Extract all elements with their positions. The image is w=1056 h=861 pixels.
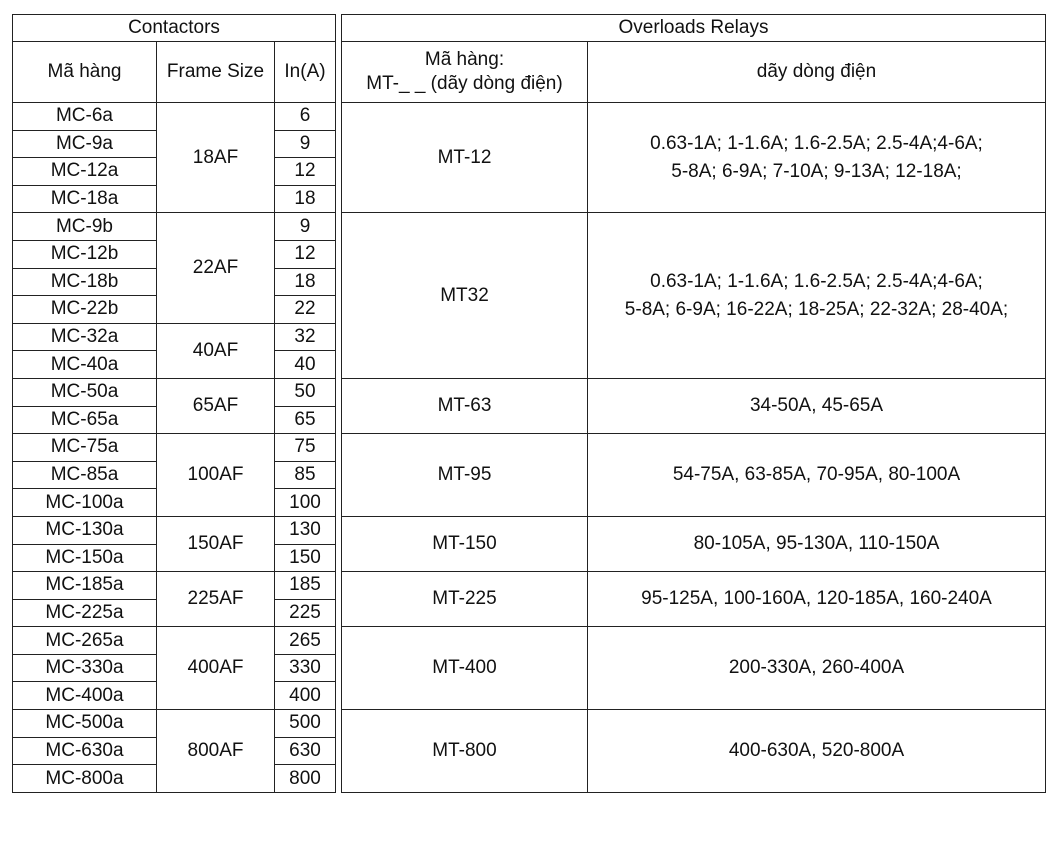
relay-code-cell: MT-400: [342, 627, 588, 710]
contactor-code-cell: MC-65a: [13, 406, 157, 434]
rated-current-cell: 265: [275, 627, 336, 655]
relay-code-cell: MT-225: [342, 572, 588, 627]
current-range-line: 34-50A, 45-65A: [749, 395, 884, 417]
frame-size-cell: 18AF: [157, 103, 275, 213]
column-gap: [336, 682, 342, 710]
frame-size-cell: 65AF: [157, 378, 275, 433]
column-gap: [336, 296, 342, 324]
frame-size-cell: 22AF: [157, 213, 275, 323]
current-range-line: 400-630A, 520-800A: [728, 739, 905, 761]
current-range-line: 5-8A; 6-9A; 7-10A; 9-13A; 12-18A;: [671, 160, 962, 182]
contactor-code-cell: MC-12a: [13, 158, 157, 186]
contactor-code-cell: MC-630a: [13, 737, 157, 765]
relay-code-cell: MT-150: [342, 516, 588, 571]
table-row: [13, 213, 1046, 241]
column-gap: [336, 654, 342, 682]
rated-current-cell: 185: [275, 572, 336, 600]
column-gap: [336, 130, 342, 158]
rated-current-cell: 100: [275, 489, 336, 517]
rated-current-cell: 400: [275, 682, 336, 710]
current-range-line: 80-105A, 95-130A, 110-150A: [693, 533, 940, 554]
column-gap: [336, 406, 342, 434]
rated-current-cell: 630: [275, 737, 336, 765]
relay-code-line-2: MT-_ _ (dãy dòng điện): [366, 73, 563, 94]
rated-current-cell: 22: [275, 296, 336, 324]
contactor-code-cell: MC-9b: [13, 213, 157, 241]
frame-size-cell: 40AF: [157, 323, 275, 378]
column-gap: [336, 489, 342, 517]
current-range-line: 95-125A, 100-160A, 120-185A, 160-240A: [641, 588, 992, 610]
rated-current-cell: 32: [275, 323, 336, 351]
column-gap: [336, 185, 342, 213]
current-range-cell: [588, 378, 1046, 433]
rated-current-cell: 40: [275, 351, 336, 379]
relay-code-line-1: Mã hàng:: [424, 49, 505, 70]
contactor-code-cell: MC-50a: [13, 378, 157, 406]
current-range-cell: [588, 627, 1046, 710]
relay-code-cell: MT32: [342, 213, 588, 379]
contactor-code-cell: MC-9a: [13, 130, 157, 158]
relay-code-cell: MT-95: [342, 434, 588, 517]
table-row: [13, 378, 1046, 406]
column-gap: [336, 737, 342, 765]
contactor-code-cell: MC-185a: [13, 572, 157, 600]
spec-table-wrapper: [12, 14, 1046, 793]
column-gap: [336, 240, 342, 268]
current-range-line: 0.63-1A; 1-1.6A; 1.6-2.5A; 2.5-4A;4-6A;: [650, 132, 983, 154]
relay-code-cell: MT-800: [342, 710, 588, 793]
rated-current-cell: 800: [275, 765, 336, 793]
contactor-code-cell: MC-500a: [13, 710, 157, 738]
rated-current-cell: 330: [275, 654, 336, 682]
column-gap: [336, 461, 342, 489]
rated-current-cell: 12: [275, 240, 336, 268]
rated-current-cell: 9: [275, 213, 336, 241]
contactor-relay-table: [12, 14, 1046, 793]
contactor-code-cell: MC-75a: [13, 434, 157, 462]
rated-current-cell: 50: [275, 378, 336, 406]
frame-size-cell: 225AF: [157, 572, 275, 627]
rated-current-cell: 12: [275, 158, 336, 186]
current-range-line: 5-8A; 6-9A; 16-22A; 18-25A; 22-32A; 28-40A;: [624, 298, 1009, 320]
relay-code-cell: MT-63: [342, 378, 588, 433]
rated-current-cell: 6: [275, 103, 336, 131]
contactor-code-cell: MC-400a: [13, 682, 157, 710]
rated-current-cell: 225: [275, 599, 336, 627]
column-gap: [336, 323, 342, 351]
column-gap: [336, 544, 342, 572]
current-range-cell: [588, 710, 1046, 793]
current-range-cell: [588, 516, 1046, 571]
column-gap: [336, 765, 342, 793]
contactor-code-cell: MC-18b: [13, 268, 157, 296]
table-row: [13, 627, 1046, 655]
rated-current-cell: 75: [275, 434, 336, 462]
contactor-code-cell: MC-800a: [13, 765, 157, 793]
frame-size-cell: 150AF: [157, 516, 275, 571]
current-range-cell: [588, 572, 1046, 627]
rated-current-cell: 130: [275, 516, 336, 544]
col-header-relay-code: [342, 42, 588, 103]
col-header-range: dãy dòng điện: [588, 42, 1046, 103]
rated-current-cell: 18: [275, 268, 336, 296]
contactor-code-cell: MC-6a: [13, 103, 157, 131]
contactor-code-cell: MC-22b: [13, 296, 157, 324]
contactor-code-cell: MC-85a: [13, 461, 157, 489]
contactor-code-cell: MC-12b: [13, 240, 157, 268]
frame-size-cell: 100AF: [157, 434, 275, 517]
current-range-line: 54-75A, 63-85A, 70-95A, 80-100A: [672, 464, 961, 486]
column-gap: [336, 268, 342, 296]
rated-current-cell: 150: [275, 544, 336, 572]
table-row: [13, 516, 1046, 544]
column-gap: [336, 158, 342, 186]
contactor-code-cell: MC-100a: [13, 489, 157, 517]
table-row: [13, 103, 1046, 131]
current-range-cell: [588, 434, 1046, 517]
rated-current-cell: 85: [275, 461, 336, 489]
rated-current-cell: 9: [275, 130, 336, 158]
contactor-code-cell: MC-265a: [13, 627, 157, 655]
table-row: [13, 434, 1046, 462]
rated-current-cell: 65: [275, 406, 336, 434]
contactors-header: Contactors: [13, 15, 336, 42]
relay-code-cell: MT-12: [342, 103, 588, 213]
table-body: [13, 15, 1046, 793]
contactor-code-cell: MC-18a: [13, 185, 157, 213]
rated-current-cell: 18: [275, 185, 336, 213]
col-header-frame: Frame Size: [157, 42, 275, 103]
contactor-code-cell: MC-32a: [13, 323, 157, 351]
header-row-group: [13, 15, 1046, 42]
frame-size-cell: 400AF: [157, 627, 275, 710]
contactor-code-cell: MC-330a: [13, 654, 157, 682]
col-header-in: In(A): [275, 42, 336, 103]
rated-current-cell: 500: [275, 710, 336, 738]
column-gap: [336, 599, 342, 627]
current-range-line: 200-330A, 260-400A: [728, 657, 905, 679]
current-range-line: 0.63-1A; 1-1.6A; 1.6-2.5A; 2.5-4A;4-6A;: [650, 270, 983, 292]
frame-size-cell: 800AF: [157, 710, 275, 793]
contactor-code-cell: MC-40a: [13, 351, 157, 379]
table-row: [13, 710, 1046, 738]
contactor-code-cell: MC-130a: [13, 516, 157, 544]
table-row: [13, 572, 1046, 600]
contactor-code-cell: MC-150a: [13, 544, 157, 572]
header-row-columns: [13, 42, 1046, 103]
current-range-cell: [588, 213, 1046, 379]
overloads-header: Overloads Relays: [342, 15, 1046, 42]
contactor-code-cell: MC-225a: [13, 599, 157, 627]
col-header-code: Mã hàng: [13, 42, 157, 103]
column-gap: [336, 351, 342, 379]
current-range-cell: [588, 103, 1046, 213]
